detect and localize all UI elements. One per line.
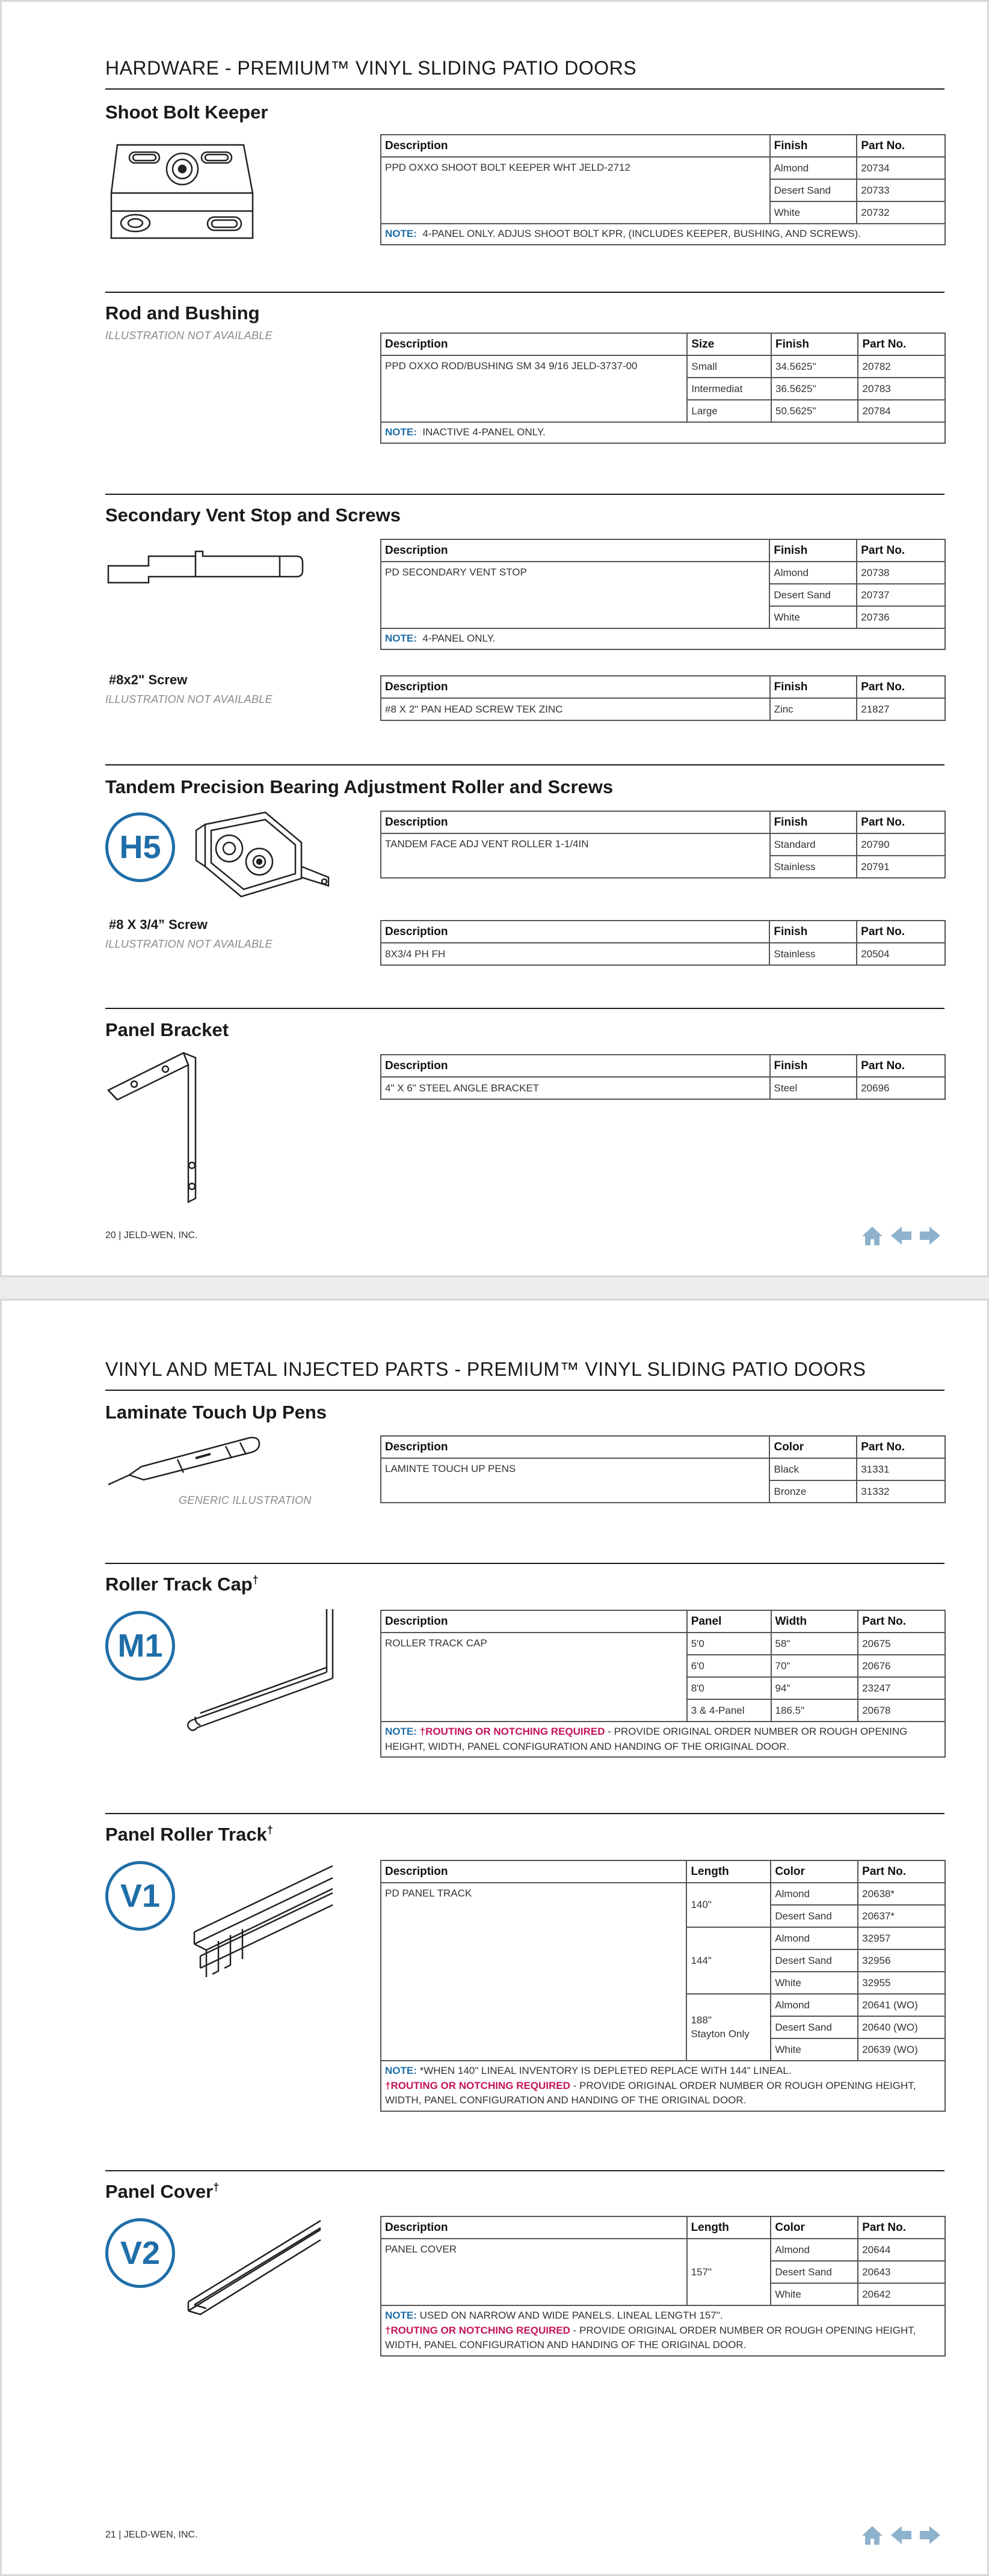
description-cell: PANEL COVER: [381, 2239, 687, 2305]
finish-cell: Zinc: [770, 698, 857, 720]
section-rule: [105, 494, 944, 495]
finish-cell: Almond: [770, 157, 857, 179]
panel-cover-table: [380, 2216, 946, 2357]
routing-required-label: †ROUTING OR NOTCHING REQUIRED: [385, 2079, 570, 2091]
description-cell: PD SECONDARY VENT STOP: [381, 562, 769, 628]
part-no-cell: 21827: [857, 698, 945, 720]
home-icon[interactable]: [861, 1225, 884, 1247]
color-cell: White: [771, 2038, 858, 2061]
previous-page-icon[interactable]: [890, 1225, 913, 1247]
panel-cell: 8'0: [687, 1677, 771, 1699]
routing-required-label: †ROUTING OR NOTCHING REQUIRED: [385, 2324, 570, 2336]
section-title-secondary-vent-stop: Secondary Vent Stop and Screws: [105, 504, 401, 526]
section-title-panel-roller-track: [105, 1824, 273, 1845]
section-title-tandem-roller: Tandem Precision Bearing Adjustment Roller and Screws: [105, 776, 614, 797]
header-finish: Finish: [770, 811, 857, 833]
panel-cover-illustration: [182, 2215, 327, 2317]
part-no-cell: 20784: [858, 400, 945, 422]
header-description: Description: [381, 1860, 686, 1883]
part-no-cell: 20736: [857, 606, 945, 628]
finish-cell: Stainless: [770, 856, 857, 878]
size-cell: Small: [687, 355, 771, 378]
part-no-cell: 20734: [857, 157, 945, 179]
width-cell: 70": [771, 1655, 858, 1677]
panel-bracket-table: [380, 1054, 946, 1100]
note-text: USED ON NARROW AND WIDE PANELS. LINEAL LENGTH 157".: [419, 2310, 723, 2321]
header-finish: Finish: [770, 1055, 857, 1077]
part-no-cell: 31331: [857, 1458, 945, 1480]
header-finish: Finish: [770, 135, 857, 157]
tandem-screw-table: [380, 920, 946, 966]
section-title-roller-track-cap: [105, 1574, 259, 1595]
shoot-bolt-keeper-illustration: [105, 133, 262, 247]
part-no-cell: 20783: [858, 378, 945, 400]
length-cell: 144": [686, 1927, 771, 1994]
section-rule: [105, 292, 944, 293]
length-cell: [686, 1994, 771, 2061]
section-title-text: Panel Cover: [105, 2181, 214, 2202]
finish-cell: Standard: [770, 833, 857, 856]
header-width: Width: [771, 1610, 858, 1633]
part-no-cell: 32957: [858, 1927, 945, 1949]
length-cell: 140": [686, 1883, 771, 1927]
touch-up-pen-illustration: [105, 1433, 268, 1493]
section-title-rod-and-bushing: Rod and Bushing: [105, 302, 260, 324]
length-value: 188": [691, 2014, 712, 2026]
header-color: Color: [771, 2216, 858, 2239]
header-description: Description: [381, 539, 769, 562]
page-20: [0, 0, 989, 1277]
dagger: †: [213, 2181, 220, 2194]
note-text: 4-PANEL ONLY.: [422, 633, 496, 644]
width-cell: 58": [771, 1633, 858, 1655]
finish-cell: White: [770, 201, 857, 224]
section-title-text: Panel Roller Track: [105, 1824, 267, 1845]
length-note: Stayton Only: [691, 2028, 750, 2040]
header-panel: Panel: [687, 1610, 771, 1633]
header-part-no: Part No.: [857, 539, 945, 562]
section-rule: [105, 1008, 944, 1009]
part-no-cell: 20738: [857, 562, 945, 584]
page-footer: 20 | JELD-WEN, INC.: [105, 1230, 198, 1240]
part-no-cell: 20642: [858, 2283, 945, 2305]
section-rule: [105, 1563, 944, 1564]
note-label: NOTE:: [385, 633, 417, 644]
header-length: Length: [687, 2216, 771, 2239]
vent-screw-table: [380, 675, 946, 721]
panel-bracket-illustration: [105, 1048, 214, 1204]
next-page-icon[interactable]: [919, 1225, 941, 1247]
section-title-panel-cover: [105, 2181, 219, 2203]
header-length: Length: [686, 1860, 771, 1883]
header-part-no: Part No.: [857, 676, 945, 698]
note-text: INACTIVE 4-PANEL ONLY.: [422, 426, 546, 438]
color-cell: Almond: [771, 2239, 858, 2261]
tandem-roller-illustration: [193, 806, 337, 909]
home-icon[interactable]: [861, 2524, 884, 2546]
page-nav: [861, 2524, 941, 2546]
part-no-cell: 20644: [858, 2239, 945, 2261]
finish-cell: Desert Sand: [770, 179, 857, 201]
color-cell: Almond: [771, 1994, 858, 2016]
roller-track-cap-illustration: [182, 1606, 339, 1732]
part-no-cell: 32956: [858, 1949, 945, 1972]
header-part-no: Part No.: [857, 1436, 945, 1458]
note-row: [381, 2061, 945, 2111]
panel-roller-track-illustration: [188, 1860, 339, 1980]
header-part-no: Part No.: [858, 1610, 945, 1633]
note-label: NOTE:: [385, 426, 417, 438]
section-title-shoot-bolt-keeper: Shoot Bolt Keeper: [105, 102, 268, 123]
part-no-cell: 20790: [857, 833, 945, 856]
header-size: Size: [687, 333, 771, 355]
header-part-no: Part No.: [857, 135, 945, 157]
part-no-cell: 20678: [858, 1699, 945, 1722]
width-cell: 94": [771, 1677, 858, 1699]
finish-cell: White: [769, 606, 857, 628]
header-part-no: Part No.: [858, 1860, 945, 1883]
note-text: - PROVIDE ORIGINAL ORDER NUMBER OR ROUGH OPENING HEIGHT, WIDTH, PANEL CONFIGURATION AND HANDING OF THE ORIGINAL DOOR.: [385, 1726, 908, 1752]
header-color: Color: [771, 1860, 858, 1883]
note-row: [381, 628, 945, 649]
color-cell: Almond: [771, 1927, 858, 1949]
tandem-roller-table: [380, 811, 946, 879]
header-description: Description: [381, 2216, 687, 2239]
description-cell: TANDEM FACE ADJ VENT ROLLER 1-1/4IN: [381, 833, 770, 878]
description-cell: PPD OXXO ROD/BUSHING SM 34 9/16 JELD-3737-00: [381, 355, 687, 422]
next-page-icon[interactable]: [919, 2524, 941, 2546]
header-description: Description: [381, 676, 770, 698]
touch-up-pens-table: [380, 1435, 946, 1503]
header-finish: Finish: [771, 333, 858, 355]
panel-cell: 6'0: [687, 1655, 771, 1677]
note-label: NOTE:: [385, 1726, 417, 1737]
title-rule: [105, 1390, 944, 1391]
note-label: NOTE:: [385, 2065, 417, 2076]
badge-v2: V2: [105, 2218, 175, 2288]
header-description: Description: [381, 1055, 770, 1077]
part-no-cell: 20675: [858, 1633, 945, 1655]
color-cell: Desert Sand: [771, 1949, 858, 1972]
note-label: NOTE:: [385, 228, 417, 239]
screw-subtitle: #8x2" Screw: [109, 672, 188, 687]
header-part-no: Part No.: [858, 2216, 945, 2239]
panel-cell: 5'0: [687, 1633, 771, 1655]
part-no-cell: 20504: [857, 943, 945, 965]
color-cell: Almond: [771, 1883, 858, 1905]
part-no-cell: 20638*: [858, 1883, 945, 1905]
color-cell: Desert Sand: [771, 1905, 858, 1927]
header-part-no: Part No.: [857, 811, 945, 833]
note-row: [381, 1722, 945, 1757]
part-no-cell: 23247: [858, 1677, 945, 1699]
note-text: - PROVIDE ORIGINAL ORDER NUMBER OR ROUGH OPENING HEIGHT, WIDTH, PANEL CONFIGURATION AND HANDING OF THE ORIGINAL DOOR.: [385, 2079, 916, 2106]
description-cell: PD PANEL TRACK: [381, 1883, 686, 2061]
part-no-cell: 20732: [857, 201, 945, 224]
note-row: [381, 224, 945, 245]
part-no-cell: 20676: [858, 1655, 945, 1677]
width-cell: 186.5": [771, 1699, 858, 1722]
screw-subtitle: #8 X 3/4” Screw: [109, 917, 208, 932]
page-nav: [861, 1225, 941, 1247]
size-cell: Intermediat: [687, 378, 771, 400]
vent-stop-illustration: [105, 543, 310, 591]
dagger: †: [267, 1824, 273, 1836]
finish-cell: Steel: [770, 1077, 857, 1099]
finish-cell: 50.5625": [771, 400, 858, 422]
dagger: †: [252, 1574, 259, 1586]
part-no-cell: 20696: [857, 1077, 945, 1099]
panel-cell: 3 & 4-Panel: [687, 1699, 771, 1722]
finish-cell: Desert Sand: [769, 584, 857, 606]
description-cell: 8X3/4 PH FH: [381, 943, 769, 965]
badge-m1: M1: [105, 1611, 175, 1681]
rod-and-bushing-table: [380, 333, 946, 444]
part-no-cell: 31332: [857, 1480, 945, 1503]
part-no-cell: 20643: [858, 2261, 945, 2283]
generic-illustration-label: GENERIC ILLUSTRATION: [179, 1494, 312, 1506]
header-description: Description: [381, 1610, 687, 1633]
finish-cell: Stainless: [769, 943, 857, 965]
part-no-cell: 32955: [858, 1972, 945, 1994]
description-cell: LAMINTE TOUCH UP PENS: [381, 1458, 769, 1503]
header-part-no: Part No.: [857, 921, 945, 943]
header-part-no: Part No.: [858, 333, 945, 355]
header-description: Description: [381, 1436, 769, 1458]
badge-h5: H5: [105, 812, 175, 882]
page-title: HARDWARE - PREMIUM™ VINYL SLIDING PATIO DOORS: [105, 57, 637, 79]
finish-cell: Almond: [769, 562, 857, 584]
color-cell: White: [771, 1972, 858, 1994]
previous-page-icon[interactable]: [890, 2524, 913, 2546]
size-cell: Large: [687, 400, 771, 422]
length-cell: 157": [687, 2239, 771, 2305]
part-no-cell: 20737: [857, 584, 945, 606]
section-rule: [105, 2170, 944, 2171]
part-no-cell: 20637*: [858, 1905, 945, 1927]
header-description: Description: [381, 811, 770, 833]
header-finish: Finish: [770, 676, 857, 698]
color-cell: Desert Sand: [771, 2261, 858, 2283]
finish-cell: 36.5625": [771, 378, 858, 400]
color-cell: Bronze: [769, 1480, 857, 1503]
routing-required-label: †ROUTING OR NOTCHING REQUIRED: [419, 1726, 605, 1737]
part-no-cell: 20791: [857, 856, 945, 878]
section-rule: [105, 1813, 944, 1814]
color-cell: White: [771, 2283, 858, 2305]
header-description: Description: [381, 135, 770, 157]
description-cell: 4" X 6" STEEL ANGLE BRACKET: [381, 1077, 770, 1099]
illustration-not-available: ILLUSTRATION NOT AVAILABLE: [105, 693, 273, 705]
shoot-bolt-keeper-table: [380, 134, 946, 245]
badge-v1: V1: [105, 1861, 175, 1931]
header-part-no: Part No.: [857, 1055, 945, 1077]
part-no-cell: 20639 (WO): [858, 2038, 945, 2061]
note-row: [381, 2305, 945, 2356]
part-no-cell: 20641 (WO): [858, 1994, 945, 2016]
note-text: *WHEN 140" LINEAL INVENTORY IS DEPLETED REPLACE WITH 144" LINEAL.: [419, 2065, 792, 2076]
header-description: Description: [381, 333, 687, 355]
title-rule: [105, 88, 944, 90]
page-title: VINYL AND METAL INJECTED PARTS - PREMIUM™ VINYL SLIDING PATIO DOORS: [105, 1358, 866, 1380]
description-cell: #8 X 2" PAN HEAD SCREW TEK ZINC: [381, 698, 770, 720]
header-finish: Finish: [769, 539, 857, 562]
part-no-cell: 20733: [857, 179, 945, 201]
page-21: [0, 1299, 989, 2576]
note-row: [381, 422, 945, 443]
illustration-not-available: ILLUSTRATION NOT AVAILABLE: [105, 938, 273, 950]
illustration-not-available: ILLUSTRATION NOT AVAILABLE: [105, 330, 273, 342]
color-cell: Black: [769, 1458, 857, 1480]
roller-track-cap-table: [380, 1610, 946, 1758]
note-text: - PROVIDE ORIGINAL ORDER NUMBER OR ROUGH OPENING HEIGHT, WIDTH, PANEL CONFIGURATION AND HANDING OF THE ORIGINAL DOOR.: [385, 2324, 916, 2351]
header-color: Color: [769, 1436, 857, 1458]
finish-cell: 34.5625": [771, 355, 858, 378]
header-finish: Finish: [769, 921, 857, 943]
note-text: 4-PANEL ONLY. ADJUS SHOOT BOLT KPR, (INCLUDES KEEPER, BUSHING, AND SCREWS).: [422, 228, 861, 239]
vent-stop-table: [380, 539, 946, 650]
description-cell: PPD OXXO SHOOT BOLT KEEPER WHT JELD-2712: [381, 157, 770, 224]
part-no-cell: 20782: [858, 355, 945, 378]
section-title-touch-up-pens: Laminate Touch Up Pens: [105, 1402, 327, 1423]
part-no-cell: 20640 (WO): [858, 2016, 945, 2038]
color-cell: Desert Sand: [771, 2016, 858, 2038]
description-cell: ROLLER TRACK CAP: [381, 1633, 687, 1722]
section-title-panel-bracket: Panel Bracket: [105, 1019, 229, 1040]
note-label: NOTE:: [385, 2310, 417, 2321]
panel-roller-track-table: [380, 1860, 946, 2112]
section-rule: [105, 764, 944, 765]
page-footer: 21 | JELD-WEN, INC.: [105, 2530, 198, 2540]
section-title-text: Roller Track Cap: [105, 1574, 253, 1595]
header-description: Description: [381, 921, 769, 943]
